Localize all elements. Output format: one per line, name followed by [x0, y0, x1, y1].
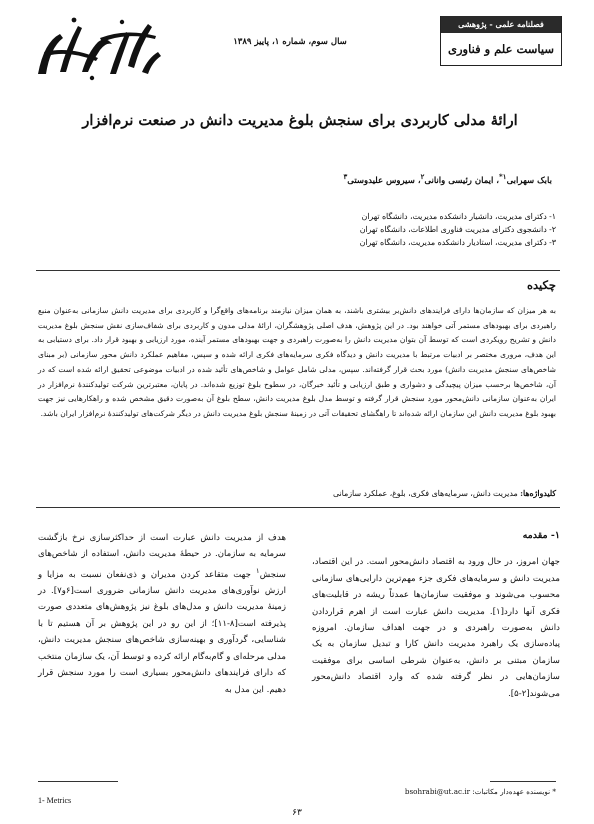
divider-bottom — [36, 507, 560, 508]
journal-box — [440, 16, 562, 66]
corresponding-author-footnote: * نویسنده عهده‌دار مکاتبات: bsohrabi@ut.ac.ir — [404, 787, 556, 796]
keywords-line — [200, 489, 556, 498]
affiliation-item: ۲- دانشجوی دکترای مدیریت فناوری اطلاعات، دانشگاه تهران — [359, 225, 556, 234]
affiliation-item: ۱- دکترای مدیریت، دانشیار دانشکده مدیریت، دانشگاه تهران — [361, 212, 556, 221]
page-number: ۶۳ — [292, 808, 302, 818]
affiliation-list — [160, 210, 556, 249]
body-column-right — [312, 528, 560, 702]
body-paragraph: هدف از مدیریت دانش عبارت است از حداکثرسازی نرخ بازگشت سرمایه به سازمان. در حیطهٔ مدیریت دانش، استفاده از شاخص‌های سنجش$^۱$ جهت متقاعد کردن مدیران و ذی‌نفعان نسبت به مزایا و ارزش نوآوری‌های مدیریت دانش سازمانی ضروری است[۶و۷]. در زمینهٔ مدیریت دانش و مدل‌های بلوغ نیز پژوهش‌های متعددی صورت پذیرفته است[۸-۱۱]؛ از این رو در این پژوهش بر آن هستیم تا با شناسایی، گردآوری و بهینه‌سازی شاخص‌های سنجش مدیریت دانش، مدلی مرحله‌ای و گام‌به‌گام ارائه کرده و توسط آن، یک سازمان منتخب که دارای فرایندهای دانش‌محور بسیاری است را مورد سنجش قرار دهیم. این مدل به — [38, 533, 286, 695]
journal-type-banner: فصلنامه علمی - پژوهشی — [441, 16, 561, 33]
divider-top — [36, 270, 560, 271]
section-heading: ۱- مقدمه — [522, 530, 560, 541]
abstract-heading: چکیده — [527, 278, 556, 292]
journal-logo — [30, 12, 168, 84]
footnote-rule-left — [38, 781, 118, 782]
keywords-text: مدیریت دانش، سرمایه‌های فکری، بلوغ، عملکرد سازمانی — [332, 489, 518, 498]
logo-calligraphy — [38, 18, 161, 81]
body-paragraph: جهان امروز، در حال ورود به اقتصاد دانش‌محور است. در این اقتصاد، مدیریت دانش و سرمایه‌های فکری جزء مهم‌ترین دارایی‌های سازمانی محسوب می‌شوند و موفقیت سازمان‌ها عمدتاً ریشه در قابلیت‌های فکری آنها دارد[۱]. مدیریت دانش عبارت است از اهرم قراردادن دانش به‌صورت راهبردی و در جهت اهداف سازمان. امروزه پیاده‌سازی یک راهبرد مدیریت دانش کارا و تبدیل سازمان به یک سازمان مبتنی بر دانش، به‌عنوان شرطی اساسی برای موفقیت سازمان‌هایی در نظر گرفته شده که وارد اقتصاد دانش‌محور می‌شوند[۲-۵]. — [312, 557, 560, 699]
affiliation-item: ۳- دکترای مدیریت، استادیار دانشکده مدیریت، دانشگاه تهران — [359, 238, 556, 247]
paper-title: ارائهٔ مدلی کاربردی برای سنجش بلوغ مدیریت دانش در صنعت نرم‌افزار — [82, 112, 518, 129]
journal-name: سیاست علم و فناوری — [447, 42, 554, 56]
abstract-text: به هر میزان که سازمان‌ها دارای فرایندهای دانش‌بر بیشتری باشند، به همان میزان نیازمند برنامه‌های واقع‌گرا و کاربردی برای مدیریت دانش سازمانی به‌عنوان منبع راهبردی برای بهبودهای مستمر آتی خواهند بود. در این پژوهش، هدف اصلی پژوهشگران، ارائهٔ مدلی مدون و کاربردی برای شفاف‌سازی نقش سنجش بلوغ مدیریت دانش و تشریح رویکردی است که توسط آن بتوان مدیریت دانش را به‌صورت راهبردی و جهت بهبودهای مستمر آینده، مورد ارزیابی و بهبود قرار داد. برای دستیابی به این هدف، مروری مختصر بر ادبیات مرتبط با مدیریت دانش و دیدگاه فکری سرمایه‌های فکری ارائه شده و سپس، مفاهیم عملکرد دانش محور سازمانی (بر مبنای شاخص‌های سنجش مدیریت دانش) مورد بحث قرار گرفته‌اند. سپس، مدلی شامل عوامل و شاخص‌های تأئید شده در ادبیات موضوعی تحقیق ارائه شده است که در آن، شاخص‌ها برحسب میزان پیچیدگی و دشواری و طبق ارزیابی و تأئید خبرگان، در سطوح بلوغ توزیع شده‌اند. در پایان، معتبرترین شرکت تولیدکنندهٔ نرم‌افزار در ایران به‌عنوان سازمانی دانش‌محور مورد سنجش قرار گرفته و توسط مدل بلوغ مدیریت دانش، سطح بلوغ آن به‌صورت دقیق مشخص شده و راهکارهایی نیز جهت بهبود بلوغ مدیریت دانش این سازمان ارائه شده‌اند تا راهگشای تحقیقات آتی در زمینهٔ سنجش بلوغ مدیریت دانش در دیگر شرکت‌های تولیدکنندهٔ نرم‌افزار ایران باشد. — [38, 306, 556, 418]
footnote-rule-right — [490, 781, 556, 782]
author-list: بابک سهرابی$^{۱*}$، ایمان رئیسی وانانی$^۲$، سیروس علیدوستی$^۳$ — [343, 172, 552, 186]
issue-line: سال سوم، شماره ۱، پاییز ۱۳۸۹ — [233, 37, 347, 47]
metrics-footnote: 1- Metrics — [38, 796, 72, 805]
body-column-left — [38, 530, 286, 698]
keywords-label: کلیدواژه‌ها: — [520, 489, 556, 498]
